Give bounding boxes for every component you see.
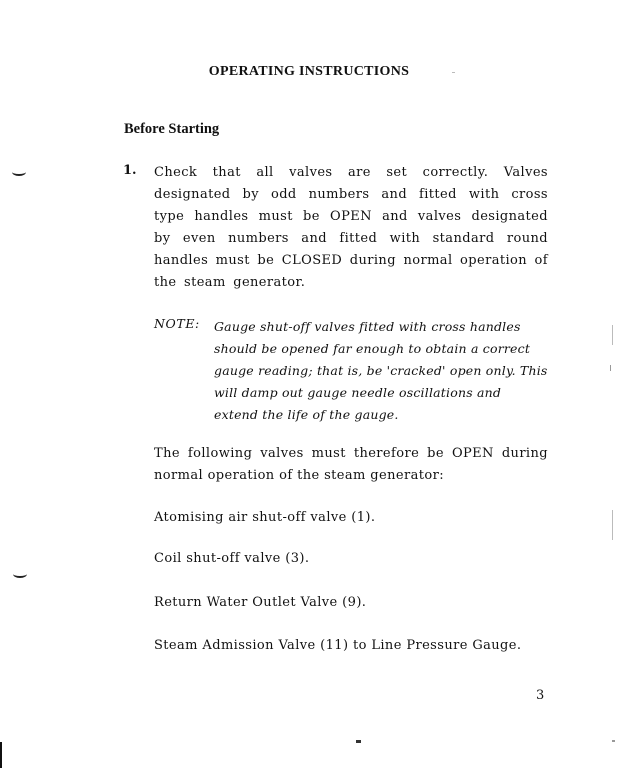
page-number: 3: [536, 688, 545, 703]
note-text: Gauge shut-off valves fitted with cross handles should be opened far enough to obtain a correct gauge reading; that is, be 'cracked' open only. This will damp out gauge needle oscillations and extend the life of the gauge.: [214, 319, 548, 422]
scan-speck: [356, 740, 361, 743]
note-label: NOTE:: [154, 316, 200, 331]
punch-hole-mark: [13, 570, 27, 578]
valve-list-item: Return Water Outlet Valve (9).: [154, 595, 367, 610]
valves-open-paragraph: The following valves must therefore be OPEN during normal operation of the steam generator:: [154, 446, 548, 483]
scan-speck: [612, 740, 615, 742]
scan-speck: [612, 510, 613, 540]
scan-speck: [612, 325, 613, 345]
valve-list-item: Steam Admission Valve (11) to Line Pressure Gauge.: [154, 638, 522, 653]
scan-speck: [452, 72, 455, 73]
valve-list-item: Atomising air shut-off valve (1).: [154, 510, 376, 525]
page-title: OPERATING INSTRUCTIONS: [208, 64, 410, 79]
scan-speck: [610, 365, 611, 371]
item-number: 1.: [123, 163, 137, 178]
section-heading: Before Starting: [124, 121, 220, 137]
punch-hole-mark: [12, 168, 26, 176]
valve-list-item: Coil shut-off valve (3).: [154, 551, 310, 566]
instruction-paragraph: Check that all valves are set correctly. Valves designated by odd numbers and fitted with cross type handles must be OPEN and valves designated by even numbers and fitted with standard round handles must be CLOSED during normal operation of the steam generator.: [154, 165, 548, 290]
scan-edge-mark: [0, 742, 2, 768]
